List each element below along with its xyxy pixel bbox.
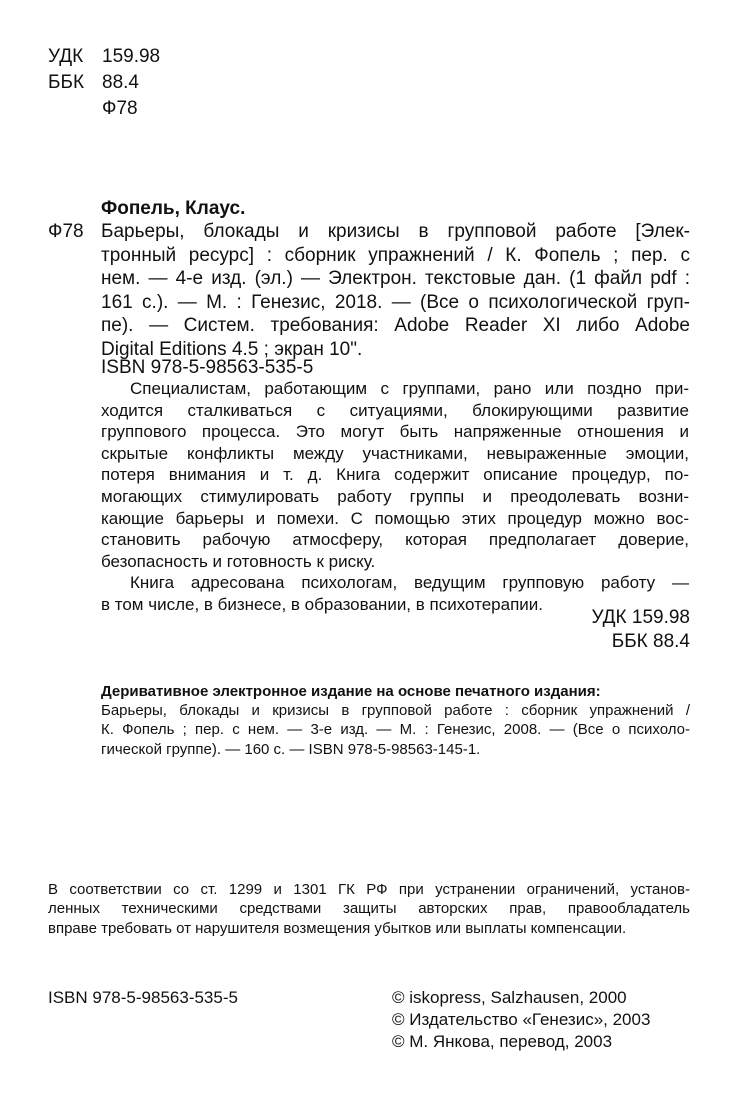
bbk-right: ББК 88.4 [611, 631, 690, 652]
udk-row [48, 44, 160, 70]
author-sign: Ф78 [102, 98, 138, 119]
rights-line: ленных техническими средствами защиты авторских прав, правообладатель [48, 900, 690, 918]
author-sign-row [48, 96, 160, 122]
bibliographic-record [48, 220, 690, 362]
udk-label: УДК [48, 46, 84, 67]
biblio-line: Digital Editions 4.5 ; экран 10". [101, 338, 363, 360]
abstract-line: могающих стимулировать работу группы и преодолевать возни- [101, 486, 689, 506]
udk-value: 159.98 [102, 46, 161, 67]
bbk-value: 88.4 [102, 72, 139, 93]
biblio-author-sign: Ф78 [48, 221, 84, 242]
abstract-line: безопасность и готовность к риску. [101, 551, 376, 571]
abstract-line: кающие барьеры и помехи. С помощью этих процедур можно вос- [101, 508, 689, 528]
biblio-line: нем. — 4-е изд. (эл.) — Электрон. текстовые дан. (1 файл pdf : [101, 268, 690, 290]
isbn-main: ISBN 978-5-98563-535-5 [101, 357, 314, 378]
copyright-line: © М. Янкова, перевод, 2003 [392, 1032, 613, 1051]
copyright-line: © Издательство «Генезис», 2003 [392, 1010, 651, 1029]
bbk-label: ББК [48, 72, 85, 93]
abstract-line: становить рабочую атмосферу, которая предполагает доверие, [101, 530, 689, 550]
abstract-line: Книга адресована психологам, ведущим групповую работу — [130, 573, 689, 593]
abstract-line: ходится сталкиваться с ситуациями, блокирующими развитие [101, 400, 689, 420]
abstract-line: скрытые конфликты между участниками, невыраженные эмоции, [101, 443, 689, 463]
biblio-line: 161 с.). — М. : Генезис, 2018. — (Все о психологической груп- [101, 291, 690, 313]
abstract-line: потеря внимания и т. д. Книга содержит описание процедур, по- [101, 465, 689, 485]
udk-right: УДК 159.98 [591, 607, 690, 628]
abstract-line: в том числе, в бизнесе, в образовании, в психотерапии. [101, 594, 543, 614]
bbk-row [48, 70, 160, 96]
biblio-line: Барьеры, блокады и кризисы в групповой работе [Элек- [101, 221, 690, 242]
abstract [101, 378, 689, 616]
abstract-line: группового процесса. Это могут быть напряженные отношения и [101, 422, 689, 442]
author-heading: Фопель, Клаус. [101, 198, 246, 219]
derivative-line: Барьеры, блокады и кризисы в групповой работе : сборник упражнений / [101, 702, 690, 720]
rights-line: В соответствии со ст. 1299 и 1301 ГК РФ при устранении ограничений, установ- [48, 881, 690, 898]
derivative-edition-note [101, 682, 690, 759]
derivative-line: гической группе). — 160 с. — ISBN 978-5-98563-145-1. [101, 740, 481, 758]
classification-right [591, 606, 690, 654]
biblio-text [101, 220, 690, 362]
biblio-line: пе). — Систем. требования: Adobe Reader XI либо Adobe [101, 315, 690, 337]
copyright-list [392, 987, 650, 1053]
derivative-line: К. Фопель ; пер. с нем. — 3-е изд. — М. : Генезис, 2008. — (Все о психоло- [101, 721, 690, 739]
biblio-line: тронный ресурс] : сборник упражнений / К. Фопель ; пер. с [101, 244, 690, 266]
derivative-heading: Деривативное электронное издание на основе печатного издания: [101, 683, 601, 700]
rights-line: вправе требовать от нарушителя возмещения убытков или выплаты компенсации. [48, 919, 627, 937]
isbn-bottom: ISBN 978-5-98563-535-5 [48, 988, 238, 1007]
abstract-line: Специалистам, работающим с группами, рано или поздно при- [130, 379, 689, 398]
rights-notice [48, 880, 690, 938]
copyright-line: © iskopress, Salzhausen, 2000 [392, 988, 627, 1007]
classification-block [48, 44, 160, 122]
